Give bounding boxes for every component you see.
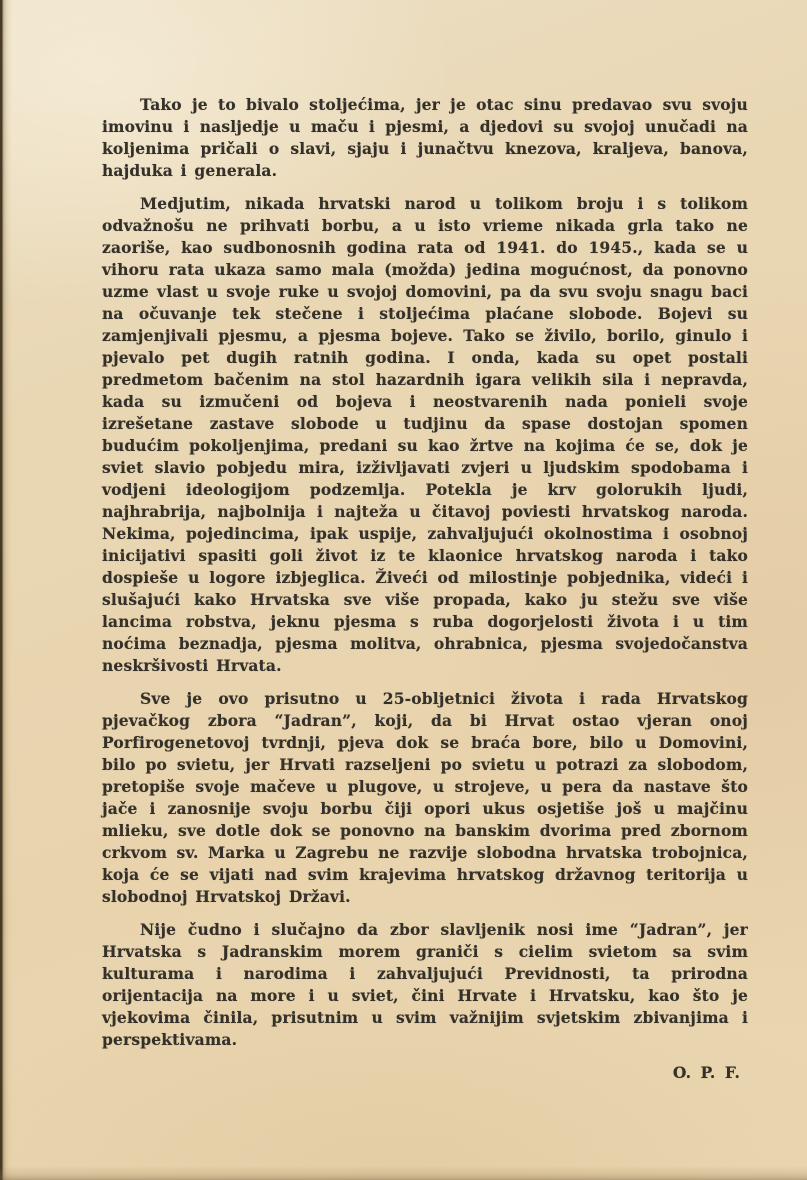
paragraph-4: Nije čudno i slučajno da zbor slavljenik nosi ime “Jadran”, jer Hrvatska s Jadranskim morem graniči s cielim svietom sa svim kulturama i narodima i zahvaljujući Previdnosti, ta prirodna orijentacija na more i u sviet, čini Hrvate i Hrvatsku, kao što je vjekovima činila, prisutnim u svim važnijim svjetskim zbivanjima i perspektivama. bbox=[102, 920, 748, 1049]
body-text bbox=[102, 94, 748, 1095]
page-binding-edge bbox=[0, 0, 12, 1180]
page-bottom-edge bbox=[0, 1166, 807, 1180]
paragraph-1: Tako je to bivalo stoljećima, jer je otac sinu predavao svu svoju imovinu i nasljedje u maču i pjesmi, a djedovi su svojoj unučadi na koljenima pričali o slavi, sjaju i junačtvu knezova, kraljeva, banova, hajduka i generala. bbox=[102, 95, 748, 180]
paragraph-3: Sve je ovo prisutno u 25-obljetnici života i rada Hrvatskog pjevačkog zbora “Jadran”, koji, da bi Hrvat ostao vjeran onoj Porfirogenetovoj tvrdnji, pjeva dok se braća bore, bilo u Domovini, bilo po svietu, jer Hrvati razseljeni po svietu u potrazi za slobodom, pretopiše svoje mačeve u plugove, u strojeve, u pera da nastave što jače i zanosnije svoju borbu čiji opori ukus osjetiše još u majčinu mlieku, sve dotle dok se ponovno na banskim dvorima pred zbornom crkvom sv. Marka u Zagrebu ne razvije slobodna hrvatska trobojnica, koja će se vijati nad svim krajevima hrvatskog državnog teritorija u slobodnoj Hrvatskoj Državi. bbox=[102, 689, 748, 906]
paragraph-2: Medjutim, nikada hrvatski narod u tolikom broju i s tolikom odvažnošu ne prihvati borbu, a u isto vrieme nikada grla tako ne zaoriše, kao sudbonosnih godina rata od 1941. do 1945., kada se u vihoru rata ukaza samo mala (možda) jedina mogućnost, da ponovno uzme vlast u svoje ruke u svojoj domovini, pa da svu svoju snagu baci na očuvanje tek stečene i stoljećima plaćane slobode. Bojevi su zamjenjivali pjesmu, a pjesma bojeve. Tako se živilo, borilo, ginulo i pjevalo pet dugih ratnih godina. I onda, kada su opet postali predmetom bačenim na stol hazardnih igara velikih sila i nepravda, kada su izmučeni od bojeva i neostvarenih nada ponieli svoje izrešetane zastave slobode u tudjinu da spase dostojan spomen budućim pokoljenjima, predani su kao žrtve na kojima će se, dok je sviet slavio pobjedu mira, izživljavati zvjeri u ljudskim spodobama i vodjeni ideologijom podzemlja. Potekla je krv golorukih ljudi, najhrabrija, najbolnija i najteža u čitavoj poviesti hrvatskog naroda. Nekima, pojedincima, ipak uspije, zahvaljujući okolnostima i osobnoj inicijativi spasiti goli život iz te klaonice hrvatskog naroda i tako dospieše u logore izbjeglica. Živeći od milostinje pobjednika, videći i slušajući kako Hrvatska sve više propada, kako ju stežu sve više lancima robstva, jeknu pjesma s ruba dogorjelosti života i u tim noćima beznadja, pjesma molitva, ohrabnica, pjesma svojedočanstva neskršivosti Hrvata. bbox=[102, 194, 748, 675]
author-initials: O. P. F. bbox=[672, 1063, 740, 1082]
